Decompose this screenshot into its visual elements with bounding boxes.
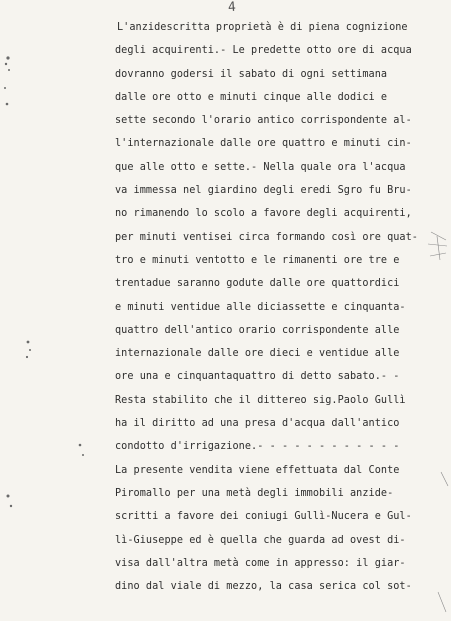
text-line: dalle ore otto e minuti cinque alle dodici e (115, 91, 388, 103)
text-line: L'anzidescritta proprietà è di piena cognizione (117, 22, 408, 33)
text-line: Piromallo per una metà degli immobili anzide- (115, 487, 394, 499)
text-line: per minuti ventisei circa formando così ore quat- (115, 231, 418, 243)
text-line: internazionale dalle ore dieci e ventidue alle (115, 348, 400, 360)
text-line: lì-Giuseppe ed è quella che guarda ad ovest di- (115, 534, 406, 546)
page-number: 4 (227, 0, 237, 16)
text-line: tro e minuti ventotto e le rimanenti ore tre e (115, 254, 400, 266)
text-line: l'internazionale dalle ore quattro e minuti cin- (115, 138, 412, 150)
text-line: sette secondo l'orario antico corrispondente al- (115, 115, 412, 127)
text-line: degli acquirenti.- Le predette otto ore di acqua (115, 45, 412, 57)
text-line: visa dall'altra metà come in appresso: il giar- (115, 557, 406, 569)
text-line: e minuti ventidue alle diciassette e cinquanta- (115, 301, 406, 313)
text-line: La presente vendita viene effettuata dal Conte (115, 464, 400, 476)
text-line: quattro dell'antico orario corrispondente alle (115, 324, 400, 336)
text-line: no rimanendo lo scolo a favore degli acquirenti, (115, 208, 412, 220)
text-line: que alle otto e sette.- Nella quale ora l'acqua (115, 161, 406, 173)
text-line: Resta stabilito che il dittereo sig.Paolo Gullì (115, 394, 406, 406)
text-line: scritti a favore dei coniugi Gullì-Nucera e Gul- (115, 511, 412, 523)
text-line: va immessa nel giardino degli eredi Sgro fu Bru- (115, 185, 412, 197)
text-line: trentadue saranno godute dalle ore quattordici (115, 278, 400, 290)
body-text (115, 16, 433, 598)
text-line: dino dal viale di mezzo, la casa serica col sot- (115, 581, 412, 593)
text-line: dovranno godersi il sabato di ogni settimana (115, 68, 388, 80)
text-line: ha il diritto ad una presa d'acqua dall'antico (115, 418, 400, 430)
text-line: condotto d'irrigazione.- - - - - - - - - - - - (115, 441, 400, 453)
text-line: ore una e cinquantaquattro di detto sabato.- - (115, 371, 400, 383)
